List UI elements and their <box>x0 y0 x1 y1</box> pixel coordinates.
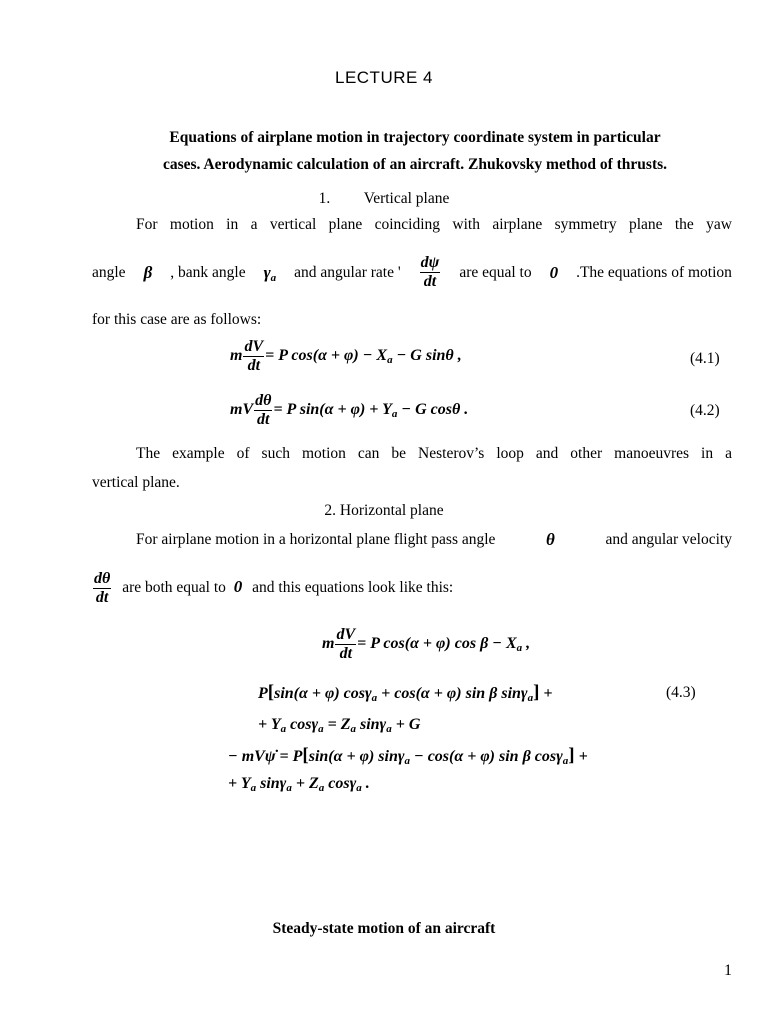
text-equations-of-motion: .The equations of motion <box>576 263 732 281</box>
equation-4-2: mV $\frac{d\theta}{dt}$ = P $\sin(\alpha + \varphi) + Y_a - G$ cosθ . <box>230 392 469 428</box>
section-1-label: Vertical plane <box>363 190 450 207</box>
zero-symbol-2: 0 <box>233 577 243 597</box>
section-1-title <box>0 190 768 208</box>
dpsi-dt-fraction: $\frac{d\psi}{dt}$ <box>420 254 440 290</box>
equation-4-3-line-3: + $Y_a$ $\cos\gamma_a = Z_a$ sinγ$_a$ + G <box>258 716 421 735</box>
section-2-title: 2. Horizontal plane <box>324 502 444 519</box>
text-angular-rate: and angular rate ' <box>294 263 401 281</box>
text-angle: angle <box>92 263 126 281</box>
para2-line1: The example of such motion can be Nesterov’s loop and other manoeuvres in a <box>136 445 732 462</box>
beta-symbol: β <box>143 262 153 282</box>
equation-number-4-3: (4.3) <box>666 684 696 701</box>
section-1-number: 1. <box>318 190 331 207</box>
equation-4-3-line-2: P[sin(α + φ) cosγ$_a$ + cos(α + φ) sin β sinγ$_a$] + <box>258 682 553 704</box>
para3-text-a: For airplane motion in a horizontal plane flight pass angle <box>136 531 496 548</box>
dtheta-dt-fraction: $\frac{d\theta}{dt}$ <box>94 570 111 606</box>
para3-text-b: and angular velocity <box>605 531 732 548</box>
zero-symbol: 0 <box>549 262 559 282</box>
equation-4-3-line-1: m $\frac{dV}{dt}$ = P cos(α + φ) $\cos \beta - X_a$ , <box>322 626 531 662</box>
para1-line2 <box>92 254 732 291</box>
para3-line2: $\frac{d\theta}{dt}$ are both equal to 0 and this equations look like this: <box>94 570 454 606</box>
subheading-steady-state: Steady-state motion of an aircraft <box>272 920 496 937</box>
equation-4-3-line-4: − mVψ̇ = P[sin(α + φ) sinγ$_a$ − cos(α + φ) sin β cosγ$_a$] + <box>228 745 588 767</box>
equation-number-4-1: (4.1) <box>690 350 720 367</box>
theta-symbol: θ <box>546 530 555 549</box>
equation-number-4-2: (4.2) <box>690 402 720 419</box>
text-are-equal-to: are equal to <box>459 263 532 281</box>
equation-4-1: m $\frac{dV}{dt}$ = P $\cos(\alpha + \varphi) - X_a - G$ sinθ , <box>230 338 462 374</box>
para1-line3: for this case are as follows: <box>92 311 262 328</box>
para3-line1 <box>136 530 732 550</box>
page-number: 1 <box>724 962 732 979</box>
heading-line-1: Equations of airplane motion in trajectory coordinate system in particular <box>169 129 661 146</box>
para1-line1: For motion in a vertical plane coinciding with airplane symmetry plane the yaw <box>136 216 732 233</box>
gamma-a-symbol: $\gamma_a$ <box>263 262 277 284</box>
para2-line2: vertical plane. <box>92 474 180 491</box>
heading-line-2: cases. Aerodynamic calculation of an aircraft. Zhukovsky method of thrusts. <box>162 156 668 173</box>
section-heading <box>95 124 735 178</box>
equation-4-3-line-5: + $Y_a$ $\sin\gamma_a + Z_a$ cosγ$_a$ . <box>228 775 370 794</box>
text-bank-angle: , bank angle <box>170 263 246 281</box>
lecture-title: LECTURE 4 <box>334 68 434 87</box>
